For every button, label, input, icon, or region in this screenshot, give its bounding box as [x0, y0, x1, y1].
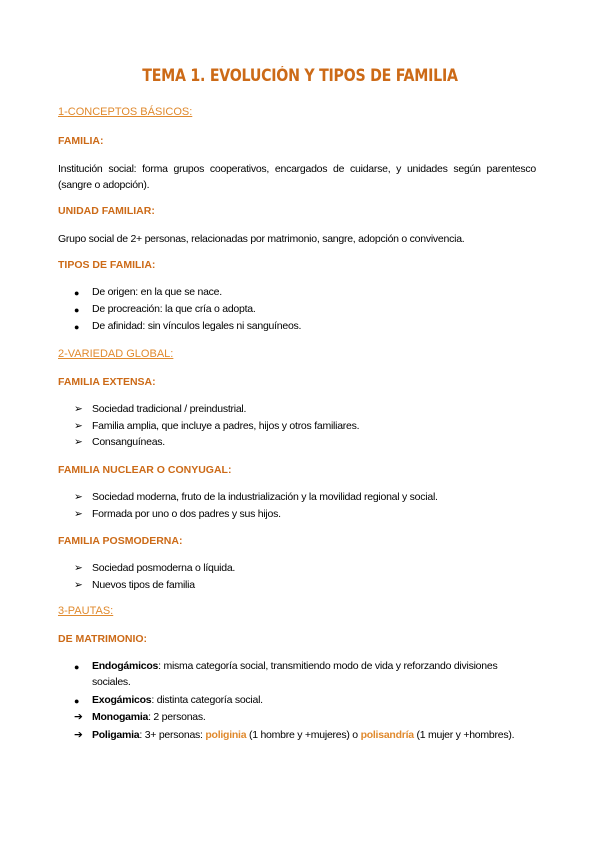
subheading-unidad-familiar: UNIDAD FAMILIAR: [58, 205, 155, 217]
arrowhead-icon: ➢ [74, 491, 83, 503]
poliginia-text: (1 hombre y +mujeres) o [246, 729, 361, 741]
section-heading-conceptos: 1-CONCEPTOS BÁSICOS: [58, 106, 193, 118]
list-item: Sociedad posmoderna o líquida. [92, 562, 236, 574]
section-heading-variedad-global: 2-VARIEDAD GLOBAL: [58, 348, 174, 360]
term-exogamicos: Exogámicos [92, 694, 152, 706]
subheading-matrimonio: DE MATRIMONIO: [58, 633, 148, 645]
arrowhead-icon: ➢ [74, 562, 83, 574]
subheading-tipos-familia: TIPOS DE FAMILIA: [58, 259, 156, 271]
subheading-familia: FAMILIA: [58, 135, 104, 147]
list-item: Consanguíneas. [92, 436, 165, 448]
list-item: Sociedad moderna, fruto de la industrialización y la movilidad regional y social. [92, 491, 438, 503]
poliandria-text: (1 mujer y +hombres). [413, 729, 515, 741]
endogamicos-text: : misma categoría social, transmitiendo modo de vida y reforzando divisiones sociales. [92, 660, 498, 688]
section-heading-pautas: 3-PAUTAS: [58, 605, 114, 617]
subheading-familia-nuclear: FAMILIA NUCLEAR O CONYUGAL: [58, 464, 232, 476]
subheading-familia-extensa: FAMILIA EXTENSA: [58, 376, 156, 388]
list-item-monogamia [92, 709, 538, 725]
list-item: Formada por uno o dos padres y sus hijos. [92, 508, 281, 520]
arrowhead-icon: ➢ [74, 420, 83, 432]
list-item: De procreación: la que cría o adopta. [92, 303, 256, 315]
bullet-icon: ● [74, 662, 80, 672]
unidad-familiar-definition: Grupo social de 2+ personas, relacionadas por matrimonio, sangre, adopción o convivencia. [58, 233, 465, 245]
list-item: Sociedad tradicional / preindustrial. [92, 403, 247, 415]
bullet-icon: ● [74, 696, 80, 706]
familia-definition: Institución social: forma grupos cooperativos, encargados de cuidarse, y unidades según parentesco (sangre o adopción). [58, 163, 536, 191]
term-monogamia: Monogamia [92, 711, 149, 723]
arrowhead-icon: ➢ [74, 508, 83, 520]
arrow-icon: ➔ [74, 729, 83, 741]
poligamia-text: : 3+ personas: [139, 729, 206, 741]
list-item-exogamicos [92, 692, 538, 708]
subheading-familia-posmoderna: FAMILIA POSMODERNA: [58, 535, 183, 547]
page-title: TEMA 1. EVOLUCIÓN Y TIPOS DE FAMILIA [142, 66, 458, 85]
term-poliginia: poliginia [205, 729, 247, 741]
bullet-icon: ● [74, 288, 80, 298]
arrowhead-icon: ➢ [74, 436, 83, 448]
list-item: Familia amplia, que incluye a padres, hijos y otros familiares. [92, 420, 360, 432]
exogamicos-text: : distinta categoría social. [151, 694, 263, 706]
term-poligamia: Poligamia [92, 729, 140, 741]
arrow-icon: ➔ [74, 711, 83, 723]
list-item: De origen: en la que se nace. [92, 286, 222, 298]
term-poliandria: polisandría [360, 729, 414, 741]
list-item: De afinidad: sin vínculos legales ni sanguíneos. [92, 320, 302, 332]
term-endogamicos: Endogámicos [92, 660, 159, 672]
monogamia-text: : 2 personas. [148, 711, 206, 723]
list-item: Nuevos tipos de familia [92, 579, 195, 591]
bullet-icon: ● [74, 305, 80, 315]
bullet-icon: ● [74, 322, 80, 332]
arrowhead-icon: ➢ [74, 403, 83, 415]
arrowhead-icon: ➢ [74, 579, 83, 591]
list-item-poligamia [92, 727, 538, 743]
list-item-endogamicos [92, 658, 538, 690]
